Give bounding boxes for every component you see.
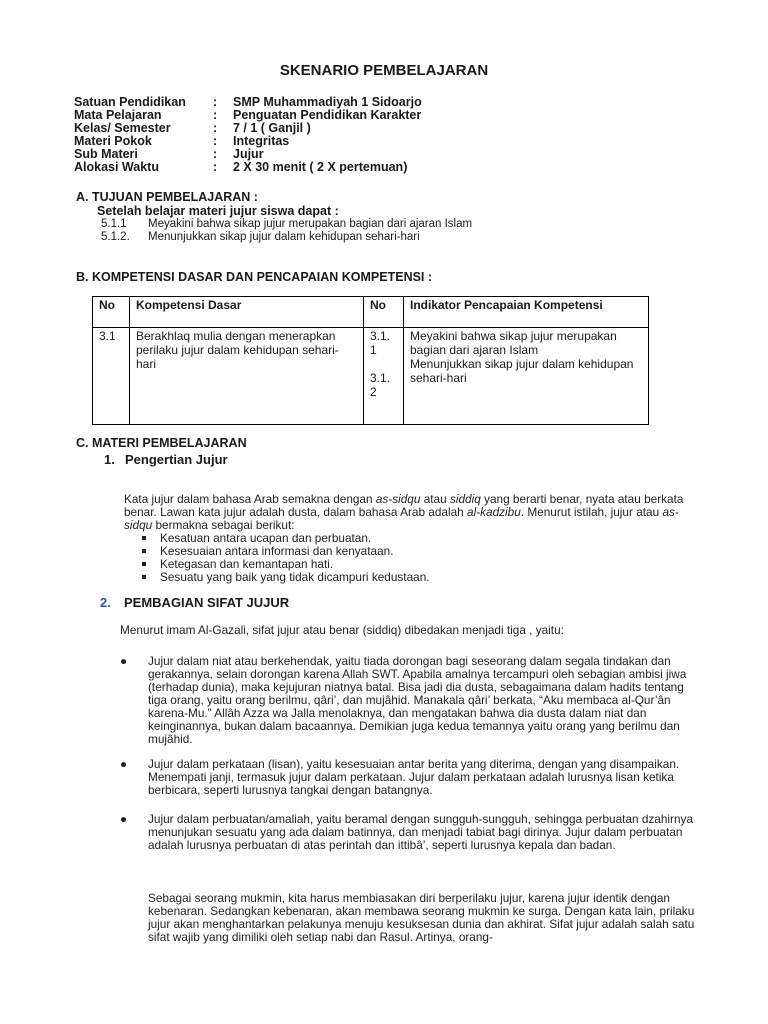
meaning-list (138, 532, 430, 584)
identity-colon: : (213, 121, 218, 135)
text-run: yang berarti benar, nyata atau berkata benar. Lawan kata jujur adalah dusta, dalam bahasa Arab adalah (124, 492, 684, 519)
identity-label: Kelas/ Semester (74, 121, 171, 135)
objective-text: Meyakini bahwa sikap jujur merupakan bagian dari ajaran Islam (148, 218, 473, 230)
identity-label: Sub Materi (74, 147, 138, 161)
indicator-text: Meyakini bahwa sikap jujur merupakan bagian dari ajaran Islam (410, 329, 617, 357)
text-run: Kata jujur dalam bahasa Arab semakna dengan (124, 492, 376, 506)
section-a-heading: A. TUJUAN PEMBELAJARAN : (76, 190, 258, 204)
table-header-cell: No (93, 297, 130, 328)
table-header-row (93, 297, 649, 328)
table-header-cell: Indikator Pencapaian Kompetensi (404, 297, 649, 328)
competency-table (92, 296, 649, 425)
identity-colon: : (213, 108, 218, 122)
table-cell-indicator (404, 328, 649, 425)
identity-label: Alokasi Waktu (74, 160, 159, 174)
identity-colon: : (213, 134, 218, 148)
indicator-number: 2 (370, 385, 377, 399)
arabic-term: as-sidqu (124, 505, 679, 532)
section-b-heading: B. KOMPETENSI DASAR DAN PENCAPAIAN KOMPETENSI : (76, 270, 433, 284)
identity-colon: : (213, 147, 218, 161)
bullet-icon: ● (120, 812, 128, 826)
intro-paragraph: Menurut imam Al-Gazali, sifat jujur atau benar (siddiq) dibedakan menjadi tiga , yaitu: (120, 623, 564, 637)
indicator-number: 3.1. (370, 329, 391, 343)
identity-value: Integritas (233, 134, 290, 148)
identity-value: SMP Muhammadiyah 1 Sidoarjo (233, 95, 422, 109)
objective-number: 5.1.1 (101, 218, 127, 230)
objective-text: Menunjukkan sikap jujur dalam kehidupan sehari-hari (148, 231, 420, 243)
text-run: bermakna sebagai berikut: (152, 518, 295, 532)
table-cell-no: 3.1 (93, 328, 130, 425)
list-item: Sesuatu yang baik yang tidak dicampuri kedustaan. (138, 571, 430, 584)
list-item-text: Jujur dalam niat atau berkehendak, yaitu tiada dorongan bagi seseorang dalam segala tindakan dan gerakannya, selain dorongan karena Allah SWT. Apabila amalnya tercampuri oleh sebagian ambisi jiwa (terhadap dunia), maka kejujuran niatnya batal. Bisa jadi dia dusta, sebagaimana dalam hadits tentang tiga orang, yaitu orang berilmu, qâri’, dan mujâhid. Manakala qâri’ berkata, “Aku membaca al-Qur’ân karena-Mu.” Allâh Azza wa Jalla menolaknya, dan mengatakan bahwa dia dusta dalam niat dan keinginannya, bukan dalam bacaannya. Demikian juga kedua temannya yaitu orang yang berilmu dan mujâhid. (148, 654, 687, 746)
identity-value: 2 X 30 menit ( 2 X pertemuan) (233, 160, 408, 174)
identity-label: Mata Pelajaran (74, 108, 162, 122)
section-c-heading: C. MATERI PEMBELAJARAN (76, 436, 247, 450)
list-item: Ketegasan dan kemantapan hati. (138, 558, 430, 571)
objective-number: 5.1.2. (101, 231, 130, 243)
arabic-term: siddiq (449, 492, 481, 506)
bullet-icon: ● (120, 757, 128, 771)
subsection-title: PEMBAGIAN SIFAT JUJUR (124, 595, 290, 610)
identity-colon: : (213, 95, 218, 109)
table-header-cell: No (364, 297, 404, 328)
subsection-number: 1. (104, 452, 115, 467)
list-item-text: Jujur dalam perbuatan/amaliah, yaitu beramal dengan sungguh-sungguh, sehingga perbuatan dzahirnya menunjukan sesuatu yang ada dalam batinnya, dan menjadi tabiat bagi dirinya. Jujur dalam perbuatan adalah lurusnya perbuatan di atas perintah dan ittibâ’, seperti lurusnya kepala dan badan. (148, 812, 694, 852)
arabic-term: as-sidqu (375, 492, 421, 506)
section-a-subheading: Setelah belajar materi jujur siswa dapat : (97, 204, 339, 218)
table-cell-indicator-no (364, 328, 404, 425)
list-item: Kesatuan antara ucapan dan perbuatan. (138, 532, 430, 545)
table-header-cell: Kompetensi Dasar (130, 297, 364, 328)
indicator-text: Menunjukkan sikap jujur dalam kehidupan sehari-hari (410, 357, 634, 385)
identity-value: Jujur (233, 147, 264, 161)
table-cell-kd: Berakhlaq mulia dengan menerapkan perilaku jujur dalam kehidupan sehari-hari (130, 328, 364, 425)
subsection-number: 2. (100, 595, 111, 610)
indicator-number: 3.1. (370, 371, 391, 385)
indicator-number: 1 (370, 343, 377, 357)
bullet-icon: ● (120, 654, 128, 668)
document-title: SKENARIO PEMBELAJARAN (279, 62, 489, 79)
arabic-term: al-kadzibu (467, 505, 521, 519)
subsection-title: Pengertian Jujur (125, 452, 228, 467)
text-run: . Menurut istilah, jujur atau (520, 505, 663, 519)
table-row (93, 328, 649, 425)
list-item-text: Jujur dalam perkataan (lisan), yaitu kesesuaian antar berita yang diterima, dengan yang disampaikan. Menempati janji, termasuk jujur dalam perkataan. Jujur dalam perkataan adalah lurusnya lisan ketika berbicara, seperti lurusnya tangkai dengan batangnya. (148, 757, 680, 797)
identity-label: Materi Pokok (74, 134, 152, 148)
identity-value: Penguatan Pendidikan Karakter (233, 108, 422, 122)
identity-value: 7 / 1 ( Ganjil ) (233, 121, 311, 135)
definition-paragraph (124, 493, 706, 532)
identity-colon: : (213, 160, 218, 174)
list-item: Kesesuaian antara informasi dan kenyataan. (138, 545, 430, 558)
closing-paragraph: Sebagai seorang mukmin, kita harus membiasakan diri berperilaku jujur, karena jujur identik dengan kebenaran. Sedangkan kebenaran, akan membawa seorang mukmin ke surga. Dengan kata lain, prilaku jujur akan menghantarkan pelakunya menuju kesuksesan dunia dan akhirat. Sifat jujur adalah salah satu sifat wajib yang dimiliki oleh setiap nabi dan Rasul. Artinya, orang- (148, 891, 695, 944)
text-run: atau (420, 492, 450, 506)
identity-label: Satuan Pendidikan (74, 95, 186, 109)
